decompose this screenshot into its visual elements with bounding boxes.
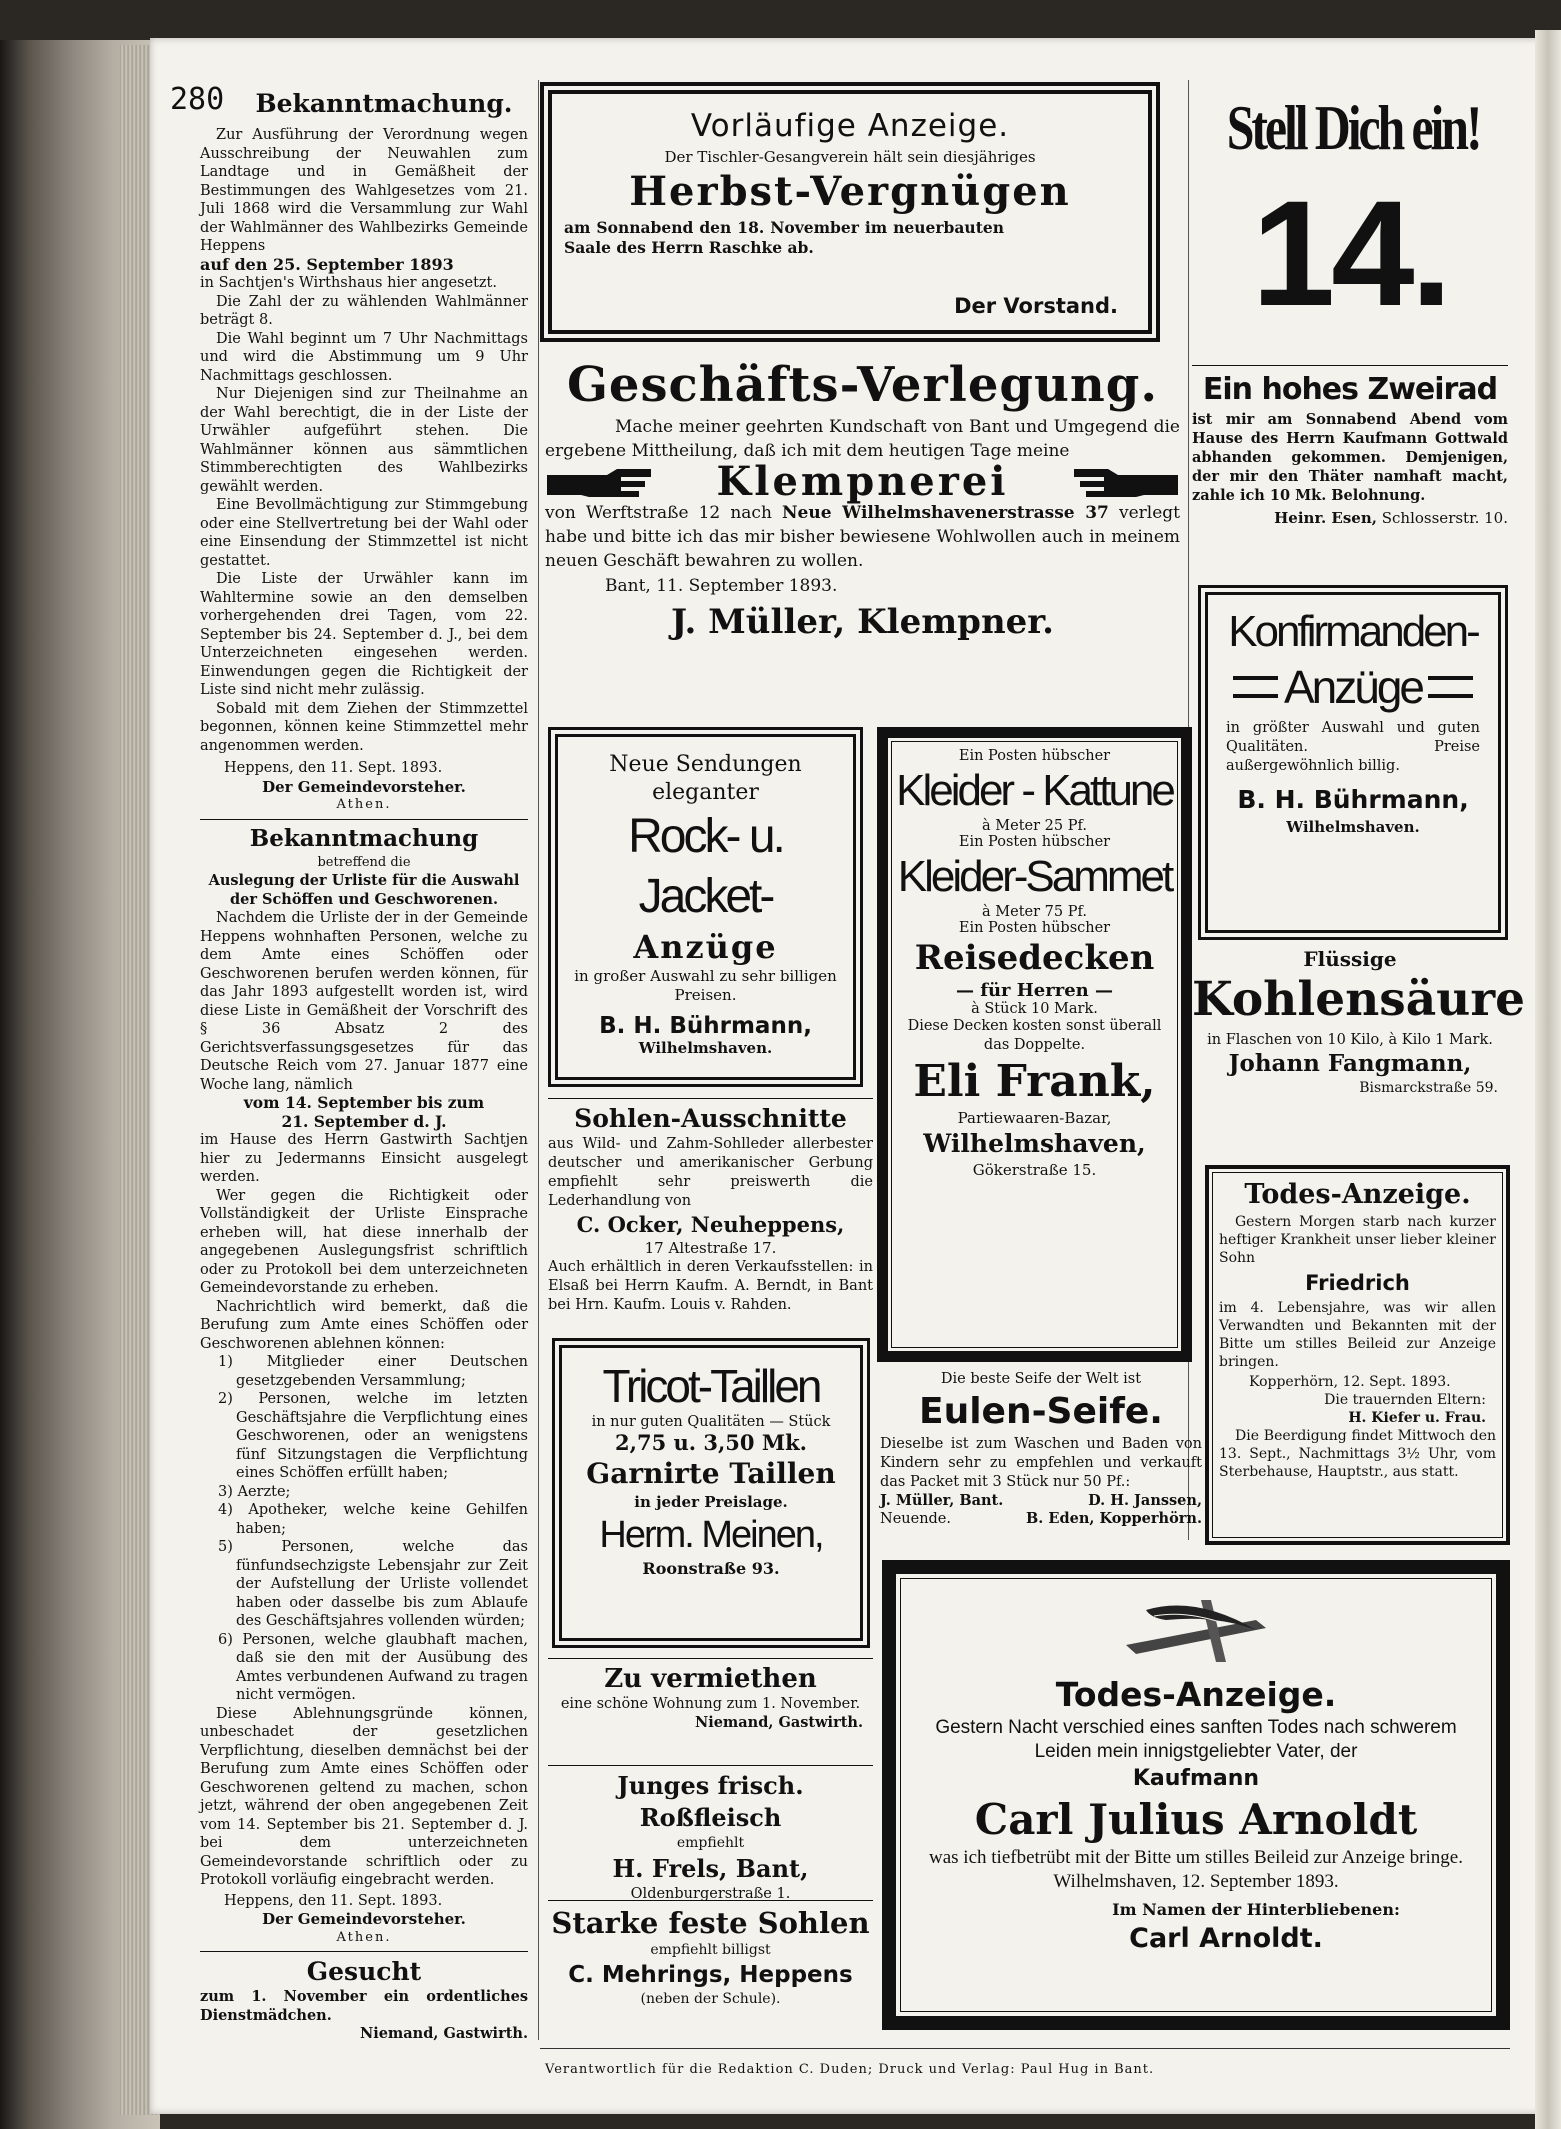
ad-frank-addr: Gökerstraße 15.	[972, 1161, 1097, 1179]
ad-verlegung-trade: Klempnerei	[716, 457, 1009, 505]
ad-frank-h3: Reisedecken	[914, 938, 1155, 978]
ad-kohlen-firm: Johann Fangmann,	[1228, 1050, 1472, 1077]
cross-palm-icon	[1106, 1590, 1286, 1670]
ad-zweirad-sign: Heinr. Esen,	[1274, 509, 1377, 527]
ad-rock-l2: eleganter	[652, 780, 759, 805]
ad-frank-h2: Kleider-Sammet	[897, 852, 1172, 901]
announcement1-p1: Zur Ausführung der Verordnung wegen Ausschreibung der Neuwahlen zum Landtage und in Gemäßheit der Bestimmungen des Wahlgesetzes vom 21. Juli 1868 wird die Versammlung zur Wahl der Wahlmänner des Wahlbezirks Gemeinde Heppens	[200, 127, 528, 254]
announcement2-p5: Diese Ablehnungsgründe können, unbeschadet der gesetzlichen Verpflichtung, dieselben demnächst bei der Berufung zum Amte eines Schöffen oder Geschworenen geltend zu machen, schon jetzt, während der oben angegebenen Zeit vom 14. September bis 21. September d. J. bei dem unterzeichneten Gemeindevorstande schriftlich oder zu Protokoll vorläufig eingebracht werden.	[200, 1705, 528, 1888]
ad-rock-firm: B. H. Bührmann,	[599, 1013, 812, 1039]
ad-rock-city: Wilhelmshaven.	[638, 1039, 773, 1057]
ornament-bars	[1233, 676, 1278, 698]
ad-frank-h1: Kleider - Kattune	[896, 766, 1173, 815]
ad-sohlen2	[548, 1900, 873, 2008]
ad-tod1-text1: Gestern Morgen starb nach kurzer heftiger Krankheit unser lieber kleiner Sohn	[1219, 1214, 1496, 1266]
ad-eulen-l1: Die beste Seife der Welt ist	[940, 1371, 1142, 1387]
ad-eulen-title: Eulen-Seife.	[919, 1390, 1163, 1432]
ad-frank-l2: Ein Posten hübscher	[958, 834, 1111, 850]
ad-sohlen2-title: Starke feste Sohlen	[551, 1906, 870, 1940]
announcement1-sign: Der Gemeindevorsteher.	[262, 777, 466, 796]
announcement1-p4: Die Wahl beginnt um 7 Uhr Nachmittags und wird die Abstimmung um 9 Uhr Nachmittags geschlossen.	[200, 330, 528, 384]
ad-tricot-l2: Garnirte Taillen	[586, 1457, 836, 1490]
ad-tod2-l3: Im Namen der Hinterbliebenen:	[1112, 1900, 1400, 1919]
announcement2-head: Auslegung der Urliste für die Auswahl der Schöffen und Geschworenen.	[208, 872, 520, 908]
ad-tischler-line2: am Sonnabend den 18. November im neuerbauten Saale des Herrn Raschke ab.	[564, 218, 1004, 257]
announcement1-p2: in Sachtjen's Wirthshaus hier angesetzt.	[200, 275, 497, 291]
list-item: 5) Personen, welche das fünfundsechzigste Lebensjahr zur Zeit der Aufstellung der Urliste vollendet haben oder dasselbe bis zum Ablaufe des Geschäftsjahres vollenden würden;	[218, 1539, 528, 1629]
pointing-hand-left-icon	[1070, 467, 1180, 497]
ad-eulen-s4: B. Eden, Kopperhörn.	[1026, 1510, 1202, 1527]
list-item: 1) Mitglieder einer Deutschen gesetzgebenden Versammlung;	[218, 1354, 528, 1389]
ad-stell-num: 14.	[1251, 169, 1449, 337]
ad-verlegung-address: Neue Wilhelmshavenerstrasse 37	[782, 503, 1109, 523]
ad-tod2-place: Wilhelmshaven, 12. September 1893.	[1053, 1871, 1339, 1892]
ad-eulen-text: Dieselbe ist zum Waschen und Baden von Kindern sehr zu empfehlen und verkauft das Packet mit 3 Stück nur 50 Pf.:	[880, 1435, 1202, 1490]
ad-rock-l3: Rock- u. Jacket-	[628, 810, 783, 923]
ad-rossfleisch-firm: H. Frels, Bant,	[612, 1853, 809, 1883]
announcement2-name: Athen.	[336, 1929, 392, 1945]
column-rule	[538, 80, 539, 2040]
ad-kohlen-l1: Flüssige	[1303, 947, 1397, 971]
ad-kohlen-text: in Flaschen von 10 Kilo, à Kilo 1 Mark.	[1207, 1031, 1493, 1048]
ad-zweirad-title: Ein hohes Zweirad	[1202, 372, 1498, 407]
ad-tod1-l3: Die trauernden Eltern:	[1324, 1392, 1486, 1408]
list-item: 4) Apotheker, welche keine Gehilfen haben;	[218, 1502, 528, 1537]
ad-tischler-line1: Der Tischler-Gesangverein hält sein diesjähriges	[664, 148, 1036, 166]
ad-tod2-text2: was ich tiefbetrübt mit der Bitte um stilles Beileid zur Anzeige bringe.	[929, 1847, 1463, 1868]
ad-tod2-text1: Gestern Nacht verschied eines sanften Todes nach schwerem Leiden mein innigstgeliebter Vater, der	[935, 1717, 1457, 1762]
ad-rock-box	[548, 727, 863, 1087]
ad-tricot-addr: Roonstraße 93.	[642, 1559, 780, 1578]
ad-eulen	[880, 1370, 1202, 1529]
ad-tod1-text3: Die Beerdigung findet Mittwoch den 13. Sept., Nachmittags 3½ Uhr, vom Sterbehause, Hauptstr., aus statt.	[1219, 1428, 1496, 1480]
ad-verlegung-text1: Mache meiner geehrten Kundschaft von Bant und Umgegend die ergebene Mittheilung, daß ich mit dem heutigen Tage meine	[545, 417, 1180, 461]
announcement2-p3: Wer gegen die Richtigkeit oder Vollständigkeit der Urliste Einsprache erheben will, hat diese innerhalb der angegebenen Auslegungsfrist schriftlich oder zu Protokoll bei dem unterzeichneten Gemeindevorstande zu erheben.	[200, 1187, 528, 1296]
column-announcements	[200, 88, 528, 2044]
announcement1-p8: Sobald mit dem Ziehen der Stimmzettel begonnen, können keine Stimmzettel mehr angenommen werden.	[200, 700, 528, 754]
wanted-text: zum 1. November ein ordentliches Dienstmädchen.	[200, 1988, 528, 2024]
ad-rock-l1: Neue Sendungen	[609, 752, 802, 777]
ad-tischler-sign: Der Vorstand.	[954, 294, 1118, 318]
ad-tod1-place: Kopperhörn, 12. Sept. 1893.	[1249, 1374, 1451, 1390]
ad-konf-box	[1198, 585, 1508, 940]
ad-kohlen-addr: Bismarckstraße 59.	[1359, 1080, 1498, 1096]
announcement2-sign: Der Gemeindevorsteher.	[262, 1910, 466, 1928]
announcement1-p3: Die Zahl der zu wählenden Wahlmänner beträgt 8.	[200, 293, 528, 328]
ad-zweirad-text: ist mir am Sonnabend Abend vom Hause des Herrn Kaufmann Gottwald abhanden gekommen. Demjenigen, der mir den Thäter namhaft macht, zahle ich 10 Mk. Belohnung.	[1192, 411, 1508, 504]
ad-frank-p1: à Meter 25 Pf.	[982, 818, 1087, 834]
announcement2-title: Bekanntmachung	[249, 824, 479, 852]
announcement1-p5: Nur Diejenigen sind zur Theilnahme an der Wahl berechtigt, die in der Liste der Urwähler aufgeführt stehen. Die Wahlmänner können aus sämmtlichen Stimmberechtigten des Wahlbezirks gewählt werden.	[200, 386, 528, 495]
page-number: 280	[170, 82, 225, 117]
ad-sohlen-text: aus Wild- und Zahm-Sohlleder allerbester deutscher und amerikanischer Gerbung empfiehlt sehr preiswerth die Lederhandlung von	[548, 1136, 873, 1209]
announcement1-p6: Eine Bevollmächtigung zur Stimmgebung oder eine Stellvertretung bei der Wahl oder eine Einsendung der Stimmzettel ist nicht gestattet.	[200, 497, 528, 569]
ad-konf-firm: B. H. Bührmann,	[1237, 785, 1469, 814]
announcement1-place: Heppens, den 11. Sept. 1893.	[224, 760, 443, 776]
announcement2-sub: betreffend die	[317, 854, 411, 870]
wanted-title: Gesucht	[306, 1957, 422, 1986]
list-item: 3) Aerzte;	[218, 1483, 291, 1500]
ad-rossfleisch-l1: empfiehlt	[676, 1835, 745, 1851]
announcement2-p1: Nachdem die Urliste der in der Gemeinde Heppens wohnhaften Personen, welche zu dem Amte eines Schöffen oder Geschworenen berufen werden können, für das Jahr 1893 aufgestellt worden ist, wird diese Liste in Gemäßheit der Vorschrift des § 36 Absatz 2 des Gerichtsverfassungsgesetzes für das Deutsche Reich vom 27. Januar 1877 eine Woche lang, nämlich	[200, 910, 528, 1093]
ad-rossfleisch-addr: Oldenburgerstraße 1.	[630, 1885, 791, 1902]
announcement1-date: auf den 25. September 1893	[200, 254, 454, 274]
ad-stell-title: Stell Dich ein!	[1226, 92, 1480, 163]
announcement1-name: Athen.	[336, 797, 392, 812]
ad-tod2-role: Kaufmann	[1132, 1766, 1260, 1791]
ad-tod1-box	[1205, 1165, 1510, 1545]
pointing-hand-right-icon	[545, 467, 655, 497]
ad-verlegung-place: Bant, 11. September 1893.	[605, 576, 838, 596]
ad-eulen-s2: D. H. Janssen,	[1088, 1491, 1202, 1509]
ad-rock-l5: in großer Auswahl zu sehr billigen Preisen.	[574, 967, 837, 1004]
ad-rock-l4: Anzüge	[633, 928, 778, 966]
announcement1-title: Bekanntmachung.	[255, 89, 513, 118]
ad-tod2-name: Carl Julius Arnoldt	[974, 1795, 1418, 1844]
announcement2-p4: Nachrichtlich wird bemerkt, daß die Berufung zum Amte eines Schöffen oder Geschworenen ablehnen können:	[200, 1298, 528, 1352]
ad-zweirad-addr: Schlosserstr. 10.	[1381, 509, 1508, 527]
ad-tod2-box	[882, 1560, 1510, 2030]
ad-tricot-price: 2,75 u. 3,50 Mk.	[615, 1430, 807, 1455]
divider	[200, 1951, 528, 1952]
ad-verlegung-text2b: verlegt habe und bitte ich das mir bisher bewiesene Wohlwollen auch in meinem neuen Geschäft bewahren zu wollen.	[545, 503, 1181, 571]
announcement2-list	[200, 1353, 528, 1705]
ad-frank-t: Diese Decken kosten sonst überall das Doppelte.	[907, 1018, 1162, 1053]
ad-tod2-title: Todes-Anzeige.	[1055, 1675, 1337, 1714]
announcement1-p7: Die Liste der Urwähler kann im Wahltermine sowie an den demselben vorhergehenden drei Tagen, vom 22. September bis 24. September d. J., bei dem Unterzeichneten eingesehen werden. Einwendungen gegen die Richtigkeit der Liste sind nicht mehr zulässig.	[200, 571, 528, 698]
ad-tischler-title: Vorläufige Anzeige.	[690, 108, 1010, 144]
ornament-bars	[1428, 676, 1473, 698]
announcement2-date2: 21. September d. J.	[281, 1111, 447, 1131]
ad-tischler-box	[540, 82, 1160, 342]
ad-verlegung-sign: J. Müller, Klempner.	[671, 601, 1054, 642]
ad-vermiethen-text: eine schöne Wohnung zum 1. November.	[560, 1696, 861, 1712]
announcement2-date1: vom 14. September bis zum	[243, 1093, 485, 1112]
list-item: 6) Personen, welche glaubhaft machen, daß sie den mit der Ausübung des Amtes verbundenen Aufwand zu tragen nicht vermögen.	[218, 1631, 528, 1703]
ad-frank-l3: Ein Posten hübscher	[958, 920, 1111, 936]
ad-verlegung-title: Geschäfts-Verlegung.	[566, 357, 1159, 413]
ad-frank-l1: Ein Posten hübscher	[958, 748, 1111, 764]
ad-tricot-firm: Herm. Meinen,	[599, 1514, 823, 1556]
ad-frank-desc: Partiewaaren-Bazar,	[957, 1109, 1112, 1127]
ad-rossfleisch-title: Junges frisch. Roßfleisch	[617, 1771, 804, 1832]
imprint: Verantwortlich für die Redaktion C. Duden; Druck und Verlag: Paul Hug in Bant.	[545, 2062, 1155, 2077]
ad-tod1-sign: H. Kiefer u. Frau.	[1348, 1410, 1486, 1426]
ad-sohlen	[548, 1098, 873, 1315]
ad-rossfleisch	[548, 1765, 873, 1903]
ad-frank-firm: Eli Frank,	[913, 1056, 1156, 1107]
ad-frank-city: Wilhelmshaven,	[923, 1129, 1146, 1158]
ad-sohlen-firm: C. Ocker, Neuheppens,	[576, 1212, 845, 1237]
ad-sohlen2-addr: (neben der Schule).	[640, 1990, 781, 2007]
wanted-sign: Niemand, Gastwirth.	[359, 2025, 528, 2042]
right-page-edge	[1535, 30, 1561, 2129]
ad-tod1-name: Friedrich	[1305, 1271, 1410, 1295]
ad-kohlen	[1192, 947, 1526, 1098]
ad-kohlen-title: Kohlensäure	[1192, 971, 1526, 1027]
ad-tricot-l3: in jeder Preislage.	[634, 1493, 788, 1511]
ad-frank-box	[877, 727, 1192, 1362]
ad-sohlen-title: Sohlen-Ausschnitte	[574, 1104, 847, 1133]
ad-tod1-text2: im 4. Lebensjahre, was wir allen Verwandten und Bekannten mit der Bitte um stilles Beileid zur Anzeige bringen.	[1219, 1300, 1496, 1370]
ad-konf-l2: Anzüge	[1283, 661, 1422, 713]
ad-sohlen2-l1: empfiehlt billigst	[650, 1942, 771, 1958]
ad-eulen-s1: J. Müller, Bant.	[880, 1491, 1004, 1509]
ad-konf-l1: Konfirmanden-	[1228, 607, 1478, 656]
list-item: 2) Personen, welche im letzten Geschäftsjahre die Verpflichtung eines Geschworenen, oder an wenigstens fünf Sitzungstagen die Verpflichtung eines Schöffen erfüllt haben;	[218, 1391, 528, 1481]
announcement2-p2: im Hause des Herrn Gastwirth Sachtjen hier zu Jedermanns Einsicht ausgelegt werden.	[200, 1132, 528, 1185]
ad-sohlen-text2: Auch erhältlich in deren Verkaufsstellen: in Elsaß bei Herrn Kaufm. A. Berndt, in Bant bei Hrn. Kaufm. Louis v. Rahden.	[548, 1258, 873, 1313]
ad-tricot-l1: in nur guten Qualitäten — Stück	[591, 1414, 831, 1430]
ad-frank-p2: à Meter 75 Pf.	[982, 904, 1087, 920]
ad-konf-city: Wilhelmshaven.	[1286, 818, 1420, 836]
ad-vermiethen-title: Zu vermiethen	[604, 1664, 817, 1694]
ad-tischler-event: Herbst-Vergnügen	[629, 168, 1071, 215]
ad-tod1-title: Todes-Anzeige.	[1244, 1179, 1471, 1210]
ad-tricot-title: Tricot-Taillen	[602, 1360, 820, 1412]
ad-stell	[1192, 88, 1508, 338]
footer-rule	[540, 2048, 1510, 2049]
ad-verlegung	[545, 355, 1180, 644]
ad-frank-p3: à Stück 10 Mark.	[971, 1001, 1098, 1017]
ad-sohlen-addr: 17 Altestraße 17.	[644, 1239, 777, 1257]
announcement2-place: Heppens, den 11. Sept. 1893.	[224, 1892, 443, 1909]
ad-konf-text: in größter Auswahl und guten Qualitäten. Preise außergewöhnlich billig.	[1226, 720, 1480, 774]
divider	[200, 819, 528, 820]
ad-zweirad	[1192, 365, 1508, 528]
ad-eulen-s3: Neuende.	[880, 1511, 951, 1527]
ad-sohlen2-firm: C. Mehrings, Heppens	[568, 1961, 853, 1988]
ad-frank-h3b: — für Herren —	[955, 980, 1114, 1001]
ad-vermiethen-sign: Niemand, Gastwirth.	[694, 1713, 863, 1731]
ad-tricot-box	[552, 1338, 870, 1648]
ad-tod2-sign: Carl Arnoldt.	[1129, 1923, 1323, 1954]
ad-verlegung-text2a: von Werftstraße 12 nach	[545, 503, 772, 523]
ad-vermiethen	[548, 1658, 873, 1732]
